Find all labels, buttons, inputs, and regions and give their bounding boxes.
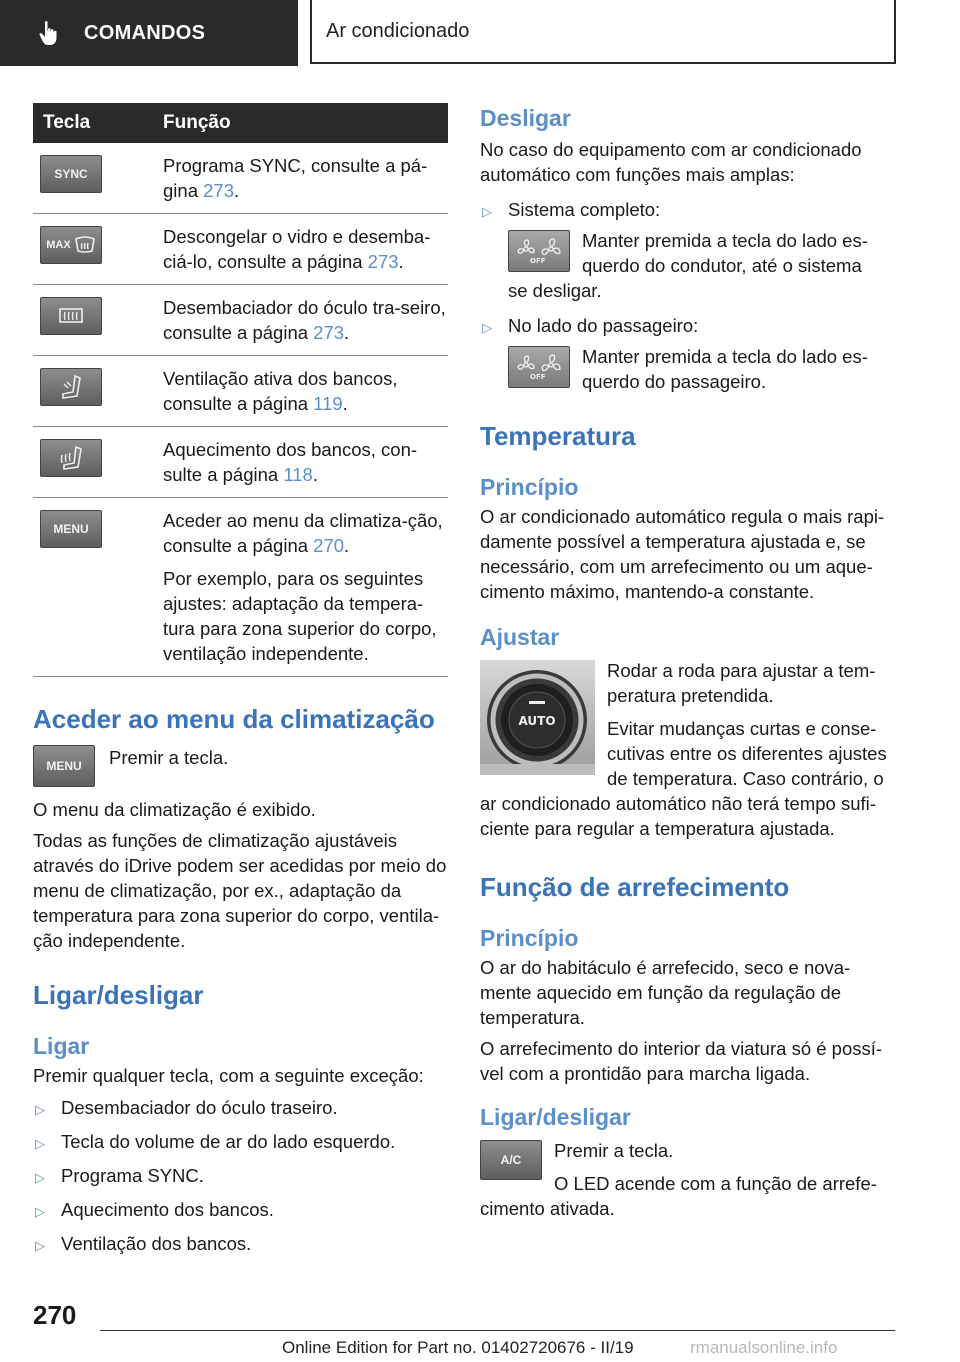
- heading-cooling-onoff: Ligar/desligar: [480, 1104, 631, 1130]
- table-row: SYNC Programa SYNC, consulte a pá-gina 273.: [33, 143, 448, 214]
- max-defrost-key-icon: MAX: [40, 226, 102, 264]
- page-link[interactable]: 273: [313, 322, 345, 343]
- watermark: rmanualsonline.info: [690, 1338, 838, 1357]
- sync-key-icon: SYNC: [40, 155, 102, 193]
- heading-temperature: Temperatura: [480, 421, 636, 451]
- list-item: ▷ Sistema completo:: [482, 199, 661, 220]
- heading-on: Ligar: [33, 1033, 90, 1059]
- list-item: ▷ No lado do passageiro:: [482, 315, 699, 336]
- heading-cooling: Função de arrefecimento: [480, 872, 790, 902]
- page-link[interactable]: 273: [367, 251, 399, 272]
- table-col-key: Tecla: [43, 112, 91, 133]
- page-link[interactable]: 118: [283, 464, 313, 485]
- heading-principle: Princípio: [480, 474, 579, 500]
- menu-key-icon: MENU: [40, 510, 102, 548]
- rear-defrost-key-icon: [40, 297, 102, 335]
- table-col-function: Função: [163, 112, 231, 133]
- edition-text: Online Edition for Part no. 01402720676 - II/19: [282, 1338, 634, 1357]
- table-row: Desembaciador do óculo tra-seiro, consulte a página 273.: [33, 285, 448, 356]
- table-row: MENU Aceder ao menu da climatiza-ção, consulte a página 270. Por exemplo, para os seguintes ajustes: adaptação da tempera-tura para zona superior do corpo, ventilação independente.: [33, 498, 448, 677]
- list-item: ▷ Aquecimento dos bancos.: [35, 1199, 274, 1220]
- heading-off: Desligar: [480, 105, 571, 131]
- left-column: Tecla Função SYNC Programa SYNC, consulte a pá-gina 273. MAX Descongelar o vidro e desemba-ciá-lo, consulte a página 273. Desembaciador do óculo tra-seiro, consulte a página 273. Ventilação ativa dos bancos, consulte a página 119. Aquecimento dos bancos, con-sulte a página 118. MENU Aceder ao menu da climatiza-ção, consulte a página 270. Por exemplo, para os seguintes ajustes: adaptação da tempera-tura para zona superior do corpo, ventilação independente. Aceder ao menu da climatização MENU Premir a tecla. O menu da climatização é exibido. Todas as funções de climatização ajustáveis através do iDrive podem ser acedidas por meio do menu de climatização, por ex., adaptação da temperatura para zona superior do corpo, ventila-ção independente. Ligar/desligar Ligar Premir qualquer tecla, com a seguinte exceção: ▷ Desembaciador do óculo traseiro. ▷ Tecla do volume de ar do lado esquerdo. ▷ Programa SYNC. ▷ Aquecimento dos bancos. ▷ Ventilação dos bancos.: [33, 103, 448, 1258]
- hand-pointer-icon: [38, 20, 62, 46]
- page-link[interactable]: 273: [203, 180, 234, 201]
- right-column: Desligar No caso do equipamento com ar condicionado automático com funções mais amplas: ▷ Sistema completo: OFF Manter premida a tecla do lado es-querdo do condutor, até o sistema se desligar. ▷ No lado do passageiro: OFF Manter premida a tecla do lado es-querdo do passageiro. Temperatura Princípio O ar condicionado automático regula o mais rapi-damente possível a temperatura ajustada e, se necessário, com um arrefecimento ou um aque-cimento máximo, mantendo-a constante. Ajustar AUTO Rodar a roda para ajustar a tem-peratura pretendida. Evitar mudanças curtas e conse-cutivas entre os diferentes ajustes de temperatura. Caso contrário, o ar condicionado automático não terá tempo sufi-ciente para regular a temperatura ajustada. Função de arrefecimento Princípio O ar do habitáculo é arrefecido, seco e nova-mente aquecido em função da regulação de temperatura. O arrefecimento do interior da viatura só é possí-vel com a prontidão para marcha ligada. Ligar/desligar A/C Premir a tecla. O LED acende com a função de arrefe- cimento ativada.: [480, 103, 900, 1221]
- page-number: 270: [33, 1300, 77, 1330]
- section-tab[interactable]: [0, 0, 298, 66]
- list-item: ▷ Programa SYNC.: [35, 1165, 204, 1186]
- table-row: MAX Descongelar o vidro e desemba-ciá-lo, consulte a página 273.: [33, 214, 448, 285]
- ac-key-icon: A/C: [480, 1140, 542, 1180]
- page-link[interactable]: 119: [313, 393, 343, 414]
- fan-off-key-icon: [508, 346, 570, 388]
- svg-text:AUTO: AUTO: [518, 714, 556, 728]
- press-key-text: Premir a tecla.: [109, 747, 229, 768]
- fan-off-key-icon: [508, 230, 570, 272]
- list-item: ▷ Ventilação dos bancos.: [35, 1233, 252, 1254]
- heading-onoff: Ligar/desligar: [33, 980, 204, 1010]
- table-note: Por exemplo, para os seguintes ajustes: adaptação da tempera-tura para zona superior do corpo, ventilação independente.: [163, 568, 437, 664]
- table-header: [33, 103, 448, 143]
- svg-text:OFF: OFF: [530, 373, 546, 381]
- table-row: Ventilação ativa dos bancos, consulte a página 119.: [33, 356, 448, 427]
- heading-menu: Aceder ao menu da climatização: [33, 704, 435, 734]
- heading-adjust: Ajustar: [480, 624, 560, 650]
- temperature-knob-image: [480, 660, 595, 775]
- menu-key-icon: MENU: [33, 745, 95, 787]
- table-row: Aquecimento dos bancos, con-sulte a página 118.: [33, 427, 448, 498]
- seat-heating-key-icon: [40, 439, 102, 477]
- list-item: ▷ Desembaciador do óculo traseiro.: [35, 1097, 338, 1118]
- page-header: [0, 0, 960, 66]
- footer-divider: [100, 1330, 895, 1331]
- list-item: ▷ Tecla do volume de ar do lado esquerdo.: [35, 1131, 396, 1152]
- chapter-title: Ar condicionado: [326, 19, 470, 42]
- svg-text:OFF: OFF: [530, 257, 546, 265]
- seat-ventilation-key-icon: [40, 368, 102, 406]
- section-title: COMANDOS: [84, 21, 206, 44]
- chapter-tab[interactable]: [310, 0, 896, 64]
- heading-principle: Princípio: [480, 925, 579, 951]
- page-link[interactable]: 270: [313, 535, 345, 556]
